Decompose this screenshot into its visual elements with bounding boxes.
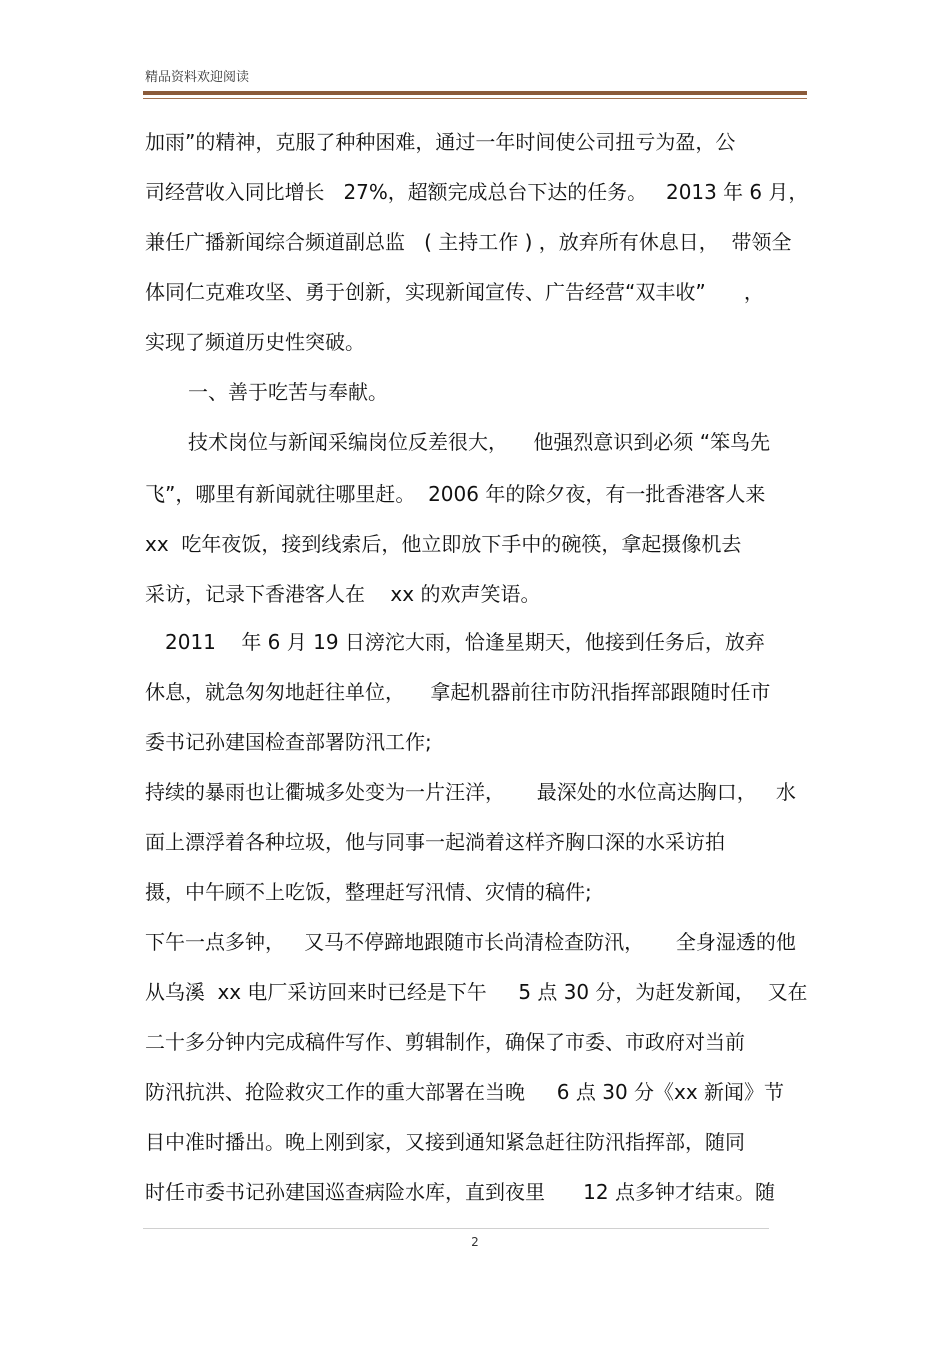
text-line: 摄，中午顾不上吃饭，整理赶写汛情、灾情的稿件; [145,880,592,904]
footer-rule [143,1228,769,1229]
text-line: 飞”，哪里有新闻就往哪里赶。 2006 年的除夕夜，有一批香港客人来 [145,482,766,506]
text-line: 休息，就急匆匆地赶往单位， 拿起机器前往市防汛指挥部跟随时任市 [145,680,771,704]
text-line: 防汛抗洪、抢险救灾工作的重大部署在当晚 6 点 30 分《xx 新闻》节 [145,1080,785,1104]
page-number: 2 [471,1235,479,1249]
text-line: 持续的暴雨也让衢城多处变为一片汪洋， 最深处的水位高达胸口， 水 [145,780,796,804]
text-line: 下午一点多钟， 又马不停蹄地跟随市长尚清检查防汛， 全身湿透的他 [145,930,796,954]
text-line: 采访，记录下香港客人在 xx 的欢声笑语。 [145,582,541,606]
text-line: 司经营收入同比增长 27%，超额完成总台下达的任务。 2013 年 6 月， [145,180,809,204]
text-line: 技术岗位与新闻采编岗位反差很大， 他强烈意识到必须 “笨鸟先 [188,430,771,454]
text-line: 从乌溪 xx 电厂采访回来时已经是下午 5 点 30 分，为赶发新闻， 又在 [145,980,808,1004]
text-line: 面上漂浮着各种垃圾，他与同事一起淌着这样齐胸口深的水采访拍 [145,830,725,854]
section-heading: 一、善于吃苦与奉献。 [188,380,388,404]
text-line: 二十多分钟内完成稿件写作、剪辑制作，确保了市委、市政府对当前 [145,1030,745,1054]
text-line: 体同仁克难攻坚、勇于创新，实现新闻宣传、广告经营“双丰收” ， [145,280,764,304]
text-line: 实现了频道历史性突破。 [145,330,365,354]
text-line: 委书记孙建国检查部署防汛工作; [145,730,432,754]
text-line: 目中准时播出。晚上刚到家，又接到通知紧急赶往防汛指挥部，随同 [145,1130,745,1154]
header-text: 精品资料欢迎阅读 [145,70,250,85]
header-rule-thick [143,91,807,95]
text-line: 加雨”的精神，克服了种种困难，通过一年时间使公司扭亏为盈，公 [145,130,736,154]
text-line: 2011 年 6 月 19 日滂沱大雨，恰逢星期天，他接到任务后，放弃 [165,630,765,654]
text-line: 兼任广播新闻综合频道副总监 ( 主持工作 ) ，放弃所有休息日， 带领全 [145,230,792,254]
text-line: xx 吃年夜饭，接到线索后，他立即放下手中的碗筷，拿起摄像机去 [145,532,742,556]
header-rule-thin [143,98,807,99]
text-line: 时任市委书记孙建国巡查病险水库，直到夜里 12 点多钟才结束。随 [145,1180,775,1204]
